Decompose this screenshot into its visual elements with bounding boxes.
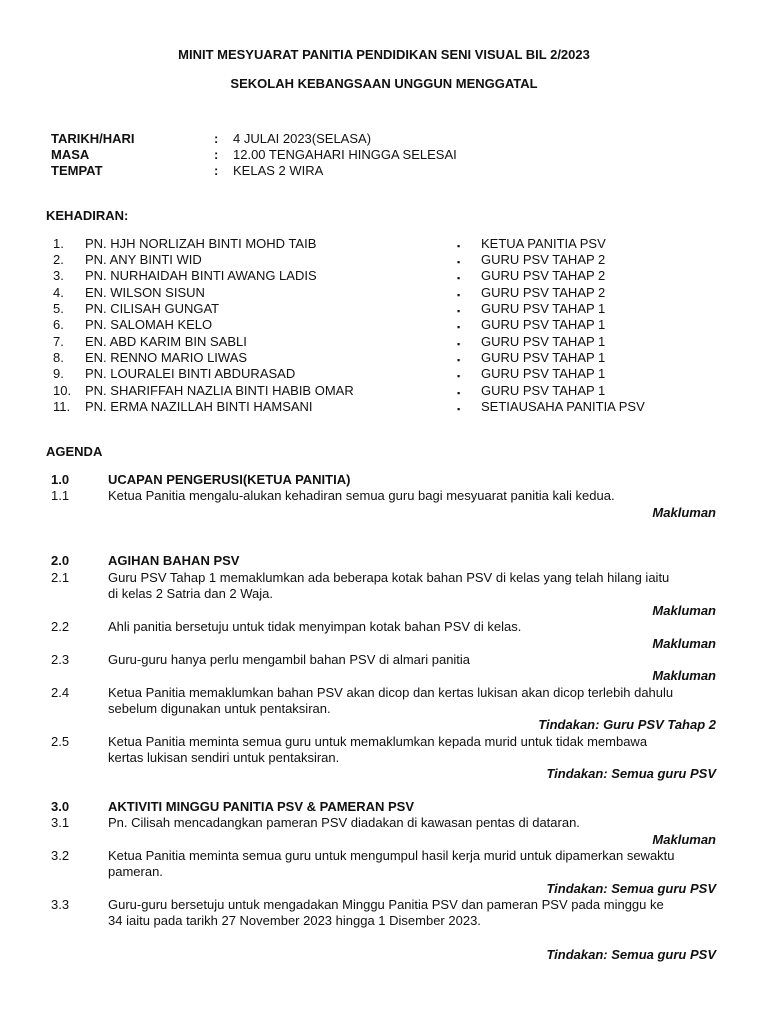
- bullet-icon: ▪: [457, 355, 461, 365]
- section-number: 1.0: [51, 472, 70, 487]
- item-action: Makluman: [652, 668, 716, 683]
- member-name: PN. CILISAH GUNGAT: [85, 301, 220, 316]
- member-name: PN. NURHAIDAH BINTI AWANG LADIS: [85, 268, 317, 283]
- member-name: PN. ANY BINTI WID: [85, 252, 202, 267]
- bullet-icon: ▪: [457, 371, 461, 381]
- member-role: GURU PSV TAHAP 1: [481, 350, 606, 365]
- item-number: 2.3: [51, 652, 70, 667]
- bullet-icon: ▪: [457, 306, 461, 316]
- meta-value-date: 4 JULAI 2023(SELASA): [233, 131, 372, 146]
- item-text: pameran.: [108, 864, 163, 879]
- bullet-icon: ▪: [457, 388, 461, 398]
- bullet-icon: ▪: [457, 241, 461, 251]
- item-number: 3.3: [51, 897, 70, 912]
- member-number: 5.: [53, 301, 64, 316]
- item-number: 3.2: [51, 848, 70, 863]
- bullet-icon: ▪: [457, 257, 461, 267]
- meta-label-place: TEMPAT: [51, 163, 103, 178]
- member-name: PN. SHARIFFAH NAZLIA BINTI HABIB OMAR: [85, 383, 354, 398]
- member-role: GURU PSV TAHAP 2: [481, 252, 606, 267]
- item-action: Tindakan: Semua guru PSV: [546, 947, 716, 962]
- member-name: PN. LOURALEI BINTI ABDURASAD: [85, 366, 296, 381]
- member-number: 1.: [53, 236, 64, 251]
- item-action: Makluman: [652, 636, 716, 651]
- item-text: di kelas 2 Satria dan 2 Waja.: [108, 586, 273, 601]
- section-number: 3.0: [51, 799, 70, 814]
- item-action: Makluman: [652, 505, 716, 520]
- bullet-icon: ▪: [457, 273, 461, 283]
- bullet-icon: ▪: [457, 404, 461, 414]
- item-action: Tindakan: Semua guru PSV: [546, 766, 716, 781]
- item-number: 3.1: [51, 815, 70, 830]
- member-name: EN. RENNO MARIO LIWAS: [85, 350, 248, 365]
- member-role: GURU PSV TAHAP 1: [481, 366, 606, 381]
- item-text: Guru PSV Tahap 1 memaklumkan ada beberapa kotak bahan PSV di kelas yang telah hilang iaitu: [108, 570, 670, 585]
- item-text: Guru-guru hanya perlu mengambil bahan PSV di almari panitia: [108, 652, 471, 667]
- item-text: 34 iaitu pada tarikh 27 November 2023 hingga 1 Disember 2023.: [108, 913, 481, 928]
- member-name: PN. SALOMAH KELO: [85, 317, 213, 332]
- item-text: Ahli panitia bersetuju untuk tidak menyimpan kotak bahan PSV di kelas.: [108, 619, 522, 634]
- member-role: GURU PSV TAHAP 2: [481, 268, 606, 283]
- item-text: Guru-guru bersetuju untuk mengadakan Minggu Panitia PSV dan pameran PSV pada minggu ke: [108, 897, 664, 912]
- section-title: AGIHAN BAHAN PSV: [108, 553, 240, 568]
- member-number: 11.: [53, 399, 71, 414]
- member-role: GURU PSV TAHAP 1: [481, 301, 606, 316]
- meta-label-date: TARIKH/HARI: [51, 131, 135, 146]
- item-text: Ketua Panitia meminta semua guru untuk memaklumkan kepada murid untuk tidak membawa: [108, 734, 648, 749]
- item-number: 2.4: [51, 685, 70, 700]
- member-number: 4.: [53, 285, 64, 300]
- member-name: PN. ERMA NAZILLAH BINTI HAMSANI: [85, 399, 313, 414]
- member-number: 10.: [53, 383, 72, 398]
- member-number: 3.: [53, 268, 64, 283]
- member-number: 9.: [53, 366, 64, 381]
- school-name: SEKOLAH KEBANGSAAN UNGGUN MENGGATAL: [230, 76, 538, 91]
- section-title: UCAPAN PENGERUSI(KETUA PANITIA): [108, 472, 351, 487]
- member-number: 7.: [53, 334, 64, 349]
- item-action: Tindakan: Guru PSV Tahap 2: [538, 717, 716, 732]
- member-role: SETIAUSAHA PANITIA PSV: [481, 399, 645, 414]
- member-role: GURU PSV TAHAP 1: [481, 334, 606, 349]
- member-number: 2.: [53, 252, 64, 267]
- item-number: 1.1: [51, 488, 70, 503]
- agenda-heading: AGENDA: [46, 444, 103, 459]
- attendance-heading: KEHADIRAN:: [46, 208, 129, 223]
- meta-label-time: MASA: [51, 147, 90, 162]
- member-role: GURU PSV TAHAP 1: [481, 383, 606, 398]
- meta-colon: :: [214, 163, 219, 178]
- item-text: Pn. Cilisah mencadangkan pameran PSV diadakan di kawasan pentas di dataran.: [108, 815, 580, 830]
- member-name: EN. ABD KARIM BIN SABLI: [85, 334, 247, 349]
- item-text: kertas lukisan sendiri untuk pentaksiran.: [108, 750, 340, 765]
- member-name: EN. WILSON SISUN: [85, 285, 205, 300]
- meta-colon: :: [214, 131, 219, 146]
- section-title: AKTIVITI MINGGU PANITIA PSV & PAMERAN PSV: [108, 799, 415, 814]
- member-number: 6.: [53, 317, 64, 332]
- item-text: Ketua Panitia meminta semua guru untuk mengumpul hasil kerja murid untuk dipamerkan sewaktu: [108, 848, 675, 863]
- item-text: sebelum digunakan untuk pentaksiran.: [108, 701, 331, 716]
- bullet-icon: ▪: [457, 322, 461, 332]
- member-role: GURU PSV TAHAP 1: [481, 317, 606, 332]
- item-action: Makluman: [652, 832, 716, 847]
- document-title: MINIT MESYUARAT PANITIA PENDIDIKAN SENI VISUAL BIL 2/2023: [178, 47, 590, 62]
- item-number: 2.2: [51, 619, 70, 634]
- member-name: PN. HJH NORLIZAH BINTI MOHD TAIB: [85, 236, 317, 251]
- bullet-icon: ▪: [457, 290, 461, 300]
- section-number: 2.0: [51, 553, 70, 568]
- item-action: Tindakan: Semua guru PSV: [546, 881, 716, 896]
- member-role: GURU PSV TAHAP 2: [481, 285, 606, 300]
- item-number: 2.1: [51, 570, 70, 585]
- meta-value-time: 12.00 TENGAHARI HINGGA SELESAI: [233, 147, 457, 162]
- item-number: 2.5: [51, 734, 70, 749]
- member-role: KETUA PANITIA PSV: [481, 236, 606, 251]
- meta-colon: :: [214, 147, 219, 162]
- bullet-icon: ▪: [457, 339, 461, 349]
- item-action: Makluman: [652, 603, 716, 618]
- item-text: Ketua Panitia mengalu-alukan kehadiran semua guru bagi mesyuarat panitia kali kedua.: [108, 488, 615, 503]
- meta-value-place: KELAS 2 WIRA: [233, 163, 324, 178]
- item-text: Ketua Panitia memaklumkan bahan PSV akan dicop dan kertas lukisan akan dicop terlebih dahulu: [108, 685, 674, 700]
- member-number: 8.: [53, 350, 64, 365]
